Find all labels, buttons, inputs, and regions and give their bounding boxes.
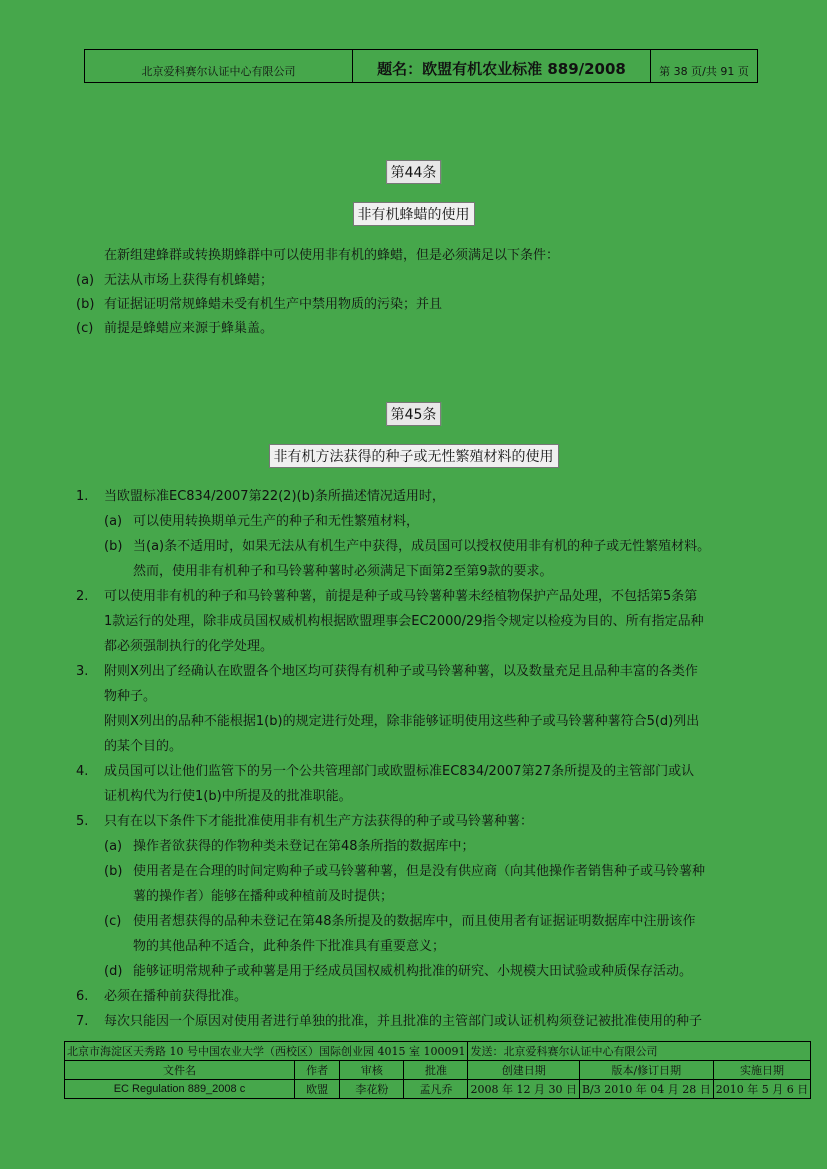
list-item-text: 的某个目的。 <box>104 739 183 754</box>
list-item-text: 薯的操作者）能够在播种或种植前及时提供； <box>133 889 394 904</box>
list-item-marker: 7. <box>76 1014 89 1029</box>
list-item-text: 1款运行的处理，除非成员国权威机构根据欧盟理事会EC2000/29指令规定以检疫为目的、所有指定品种 <box>104 614 704 629</box>
footer-sender: 发送：北京爱科赛尔认证中心有限公司 <box>468 1042 811 1061</box>
list-item-text: 附则Ⅹ列出的品种不能根据1(b)的规定进行处理，除非能够证明使用这些种子或马铃薯种薯符合5(d)列出 <box>104 714 700 729</box>
list-item-marker: 2. <box>76 589 89 604</box>
footer-label: 批准 <box>404 1061 468 1080</box>
list-item-text: 有证据证明常规蜂蜡未受有机生产中禁用物质的污染；并且 <box>104 297 443 312</box>
list-item-text: 使用者想获得的品种未登记在第48条所提及的数据库中，而且使用者有证据证明数据库中注册该作 <box>133 914 696 929</box>
list-item-marker: (a) <box>76 273 95 288</box>
list-item-marker: 5. <box>76 814 89 829</box>
article-45-title: 非有机方法获得的种子或无性繁殖材料的使用 <box>269 444 559 468</box>
list-item-text: 能够证明常规种子或种薯是用于经成员国权威机构批准的研究、小规模大田试验或种质保存活动。 <box>133 964 693 979</box>
list-item-marker: (c) <box>104 914 122 929</box>
footer-filename: EC Regulation 889_2008 c <box>65 1080 295 1099</box>
list-item-marker: 4. <box>76 764 89 779</box>
footer-effective-date: 2010 年 5 月 6 日 <box>713 1080 810 1099</box>
list-item-marker: (a) <box>104 514 123 529</box>
list-item-text: 可以使用非有机的种子和马铃薯种薯，前提是种子或马铃薯种薯未经植物保护产品处理，不包括第5条第 <box>104 589 698 604</box>
list-item-text: 然而，使用非有机种子和马铃薯种薯时必须满足下面第2至第9款的要求。 <box>133 564 553 579</box>
list-item-text: 使用者是在合理的时间定购种子或马铃薯种薯，但是没有供应商（向其他操作者销售种子或马铃薯种 <box>133 864 706 879</box>
list-item-text: 可以使用转换期单元生产的种子和无性繁殖材料， <box>133 514 420 529</box>
list-item-text: 只有在以下条件下才能批准使用非有机生产方法获得的种子或马铃薯种薯： <box>104 814 534 829</box>
footer-label: 创建日期 <box>468 1061 579 1080</box>
page-header <box>84 49 758 83</box>
header-page-number: 第 38 页/共 91 页 <box>659 65 749 78</box>
footer-created-date: 2008 年 12 月 30 日 <box>468 1080 579 1099</box>
list-item-marker: (d) <box>104 964 123 979</box>
footer-label: 实施日期 <box>713 1061 810 1080</box>
list-item-text: 必须在播种前获得批准。 <box>104 989 248 1004</box>
list-item-marker: 3. <box>76 664 89 679</box>
list-item-text: 物种子。 <box>104 689 157 704</box>
list-item-marker: (a) <box>104 839 123 854</box>
list-item-marker: 1. <box>76 489 89 504</box>
footer-label: 版本/修订日期 <box>579 1061 713 1080</box>
footer-author: 欧盟 <box>294 1080 339 1099</box>
article-44-title: 非有机蜂蜡的使用 <box>353 202 475 226</box>
header-title: 题名：欧盟有机农业标准 889/2008 <box>353 50 651 82</box>
list-item-marker: (b) <box>104 864 123 879</box>
list-item-text: 每次只能因一个原因对使用者进行单独的批准，并且批准的主管部门或认证机构须登记被批准使用的种子 <box>104 1014 703 1029</box>
footer-address: 北京市海淀区天秀路 10 号中国农业大学（西校区）国际创业园 4015 室 100091 <box>65 1042 468 1061</box>
list-item-marker: (b) <box>76 297 95 312</box>
list-item-text: 当(a)条不适用时，如果无法从有机生产中获得，成员国可以授权使用非有机的种子或无性繁殖材料。 <box>133 539 711 554</box>
footer-revision-date: B/3 2010 年 04 月 28 日 <box>579 1080 713 1099</box>
list-item-text: 物的其他品种不适合，此种条件下批准具有重要意义； <box>133 939 446 954</box>
list-item-text: 证机构代为行使1(b)中所提及的批准职能。 <box>104 789 352 804</box>
list-item-text: 操作者欲获得的作物种类未登记在第48条所指的数据库中； <box>133 839 475 854</box>
article-44-number: 第44条 <box>386 160 442 184</box>
article-44-intro: 在新组建蜂群或转换期蜂群中可以使用非有机的蜂蜡，但是必须满足以下条件： <box>104 248 560 263</box>
list-item-text: 都必须强制执行的化学处理。 <box>104 639 274 654</box>
footer-reviewer: 李花粉 <box>340 1080 404 1099</box>
footer-label: 文件名 <box>65 1061 295 1080</box>
list-item-marker: 6. <box>76 989 89 1004</box>
list-item-text: 附则Ⅹ列出了经确认在欧盟各个地区均可获得有机种子或马铃薯种薯，以及数量充足且品种丰富的各类作 <box>104 664 698 679</box>
header-company: 北京爱科赛尔认证中心有限公司 <box>85 50 353 82</box>
article-45-number: 第45条 <box>386 402 442 426</box>
footer-approver: 孟凡乔 <box>404 1080 468 1099</box>
list-item-marker: (b) <box>104 539 123 554</box>
list-item-marker: (c) <box>76 321 94 336</box>
footer-label: 作者 <box>294 1061 339 1080</box>
list-item-text: 当欧盟标准EC834/2007第22(2)(b)条所描述情况适用时， <box>104 489 445 504</box>
page-footer <box>64 1041 811 1099</box>
list-item-text: 无法从市场上获得有机蜂蜡； <box>104 273 274 288</box>
list-item-text: 前提是蜂蜡应来源于蜂巢盖。 <box>104 321 274 336</box>
footer-label: 审核 <box>340 1061 404 1080</box>
list-item-text: 成员国可以让他们监管下的另一个公共管理部门或欧盟标准EC834/2007第27条所提及的主管部门或认 <box>104 764 695 779</box>
